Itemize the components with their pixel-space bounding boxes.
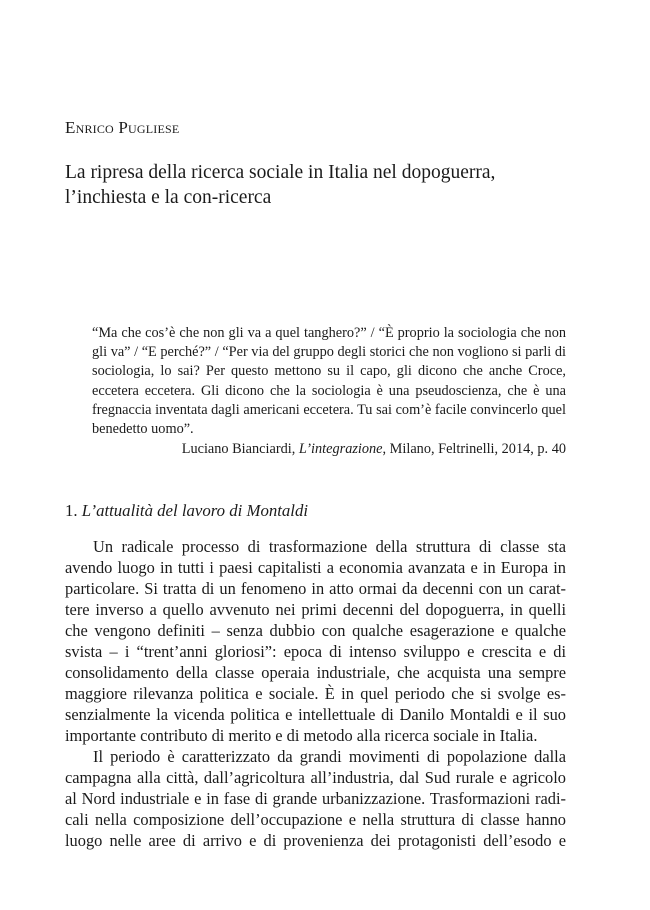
chapter-title (65, 160, 585, 210)
chapter-author: Enrico Pugliese (65, 118, 180, 137)
epigraph-quote: “Ma che cos’è che non gli va a quel tanghero?” / “È proprio la sociologia che non gli va” / “E perché?” / “Per via del gruppo degli storici che non vogliono si parli di sociologia, lo sai? Per questo mettono su il capo, gli dicono che anche Croce, eccetera eccetera. Gli dicono che la sociologia è una pseudoscienza, che è una fregnaccia inventata dagli americani eccetera. Tu sai com’è facile convincerlo quel benedetto uomo”. (92, 325, 566, 438)
epigraph-attribution-author: Luciano Bianciardi, (181, 441, 299, 457)
epigraph-attribution-work: L’integrazione (298, 441, 383, 457)
chapter-title-line-1: La ripresa della ricerca sociale in Italia nel dopoguerra, (65, 162, 496, 183)
epigraph-attribution-details: , Milano, Feltrinelli, 2014, p. 40 (382, 441, 566, 457)
paragraph-2: Il periodo è caratterizzato da grandi movimenti di popolazione dalla campagna alla città, dall’agricoltura all’industria, dal Sud rurale e agricolo al Nord industriale e in fase di grande urbanizzazione. Trasformazioni radicali nella composizione dell’occupazione e nella struttura di classe hanno luogo nelle aree di arrivo e di provenienza dei protagonisti dell’esodo e (65, 747, 566, 850)
paragraph-1: Un radicale processo di trasformazione della struttura di classe sta avendo luogo in tutti i paesi capitalisti a economia avanzata e in Europa in particolare. Si tratta di un fenomeno in atto ormai da decenni con un carattere inverso a quello avvenuto nei primi decenni del dopoguerra, in quelli che vengono definiti – senza dubbio con qualche esagerazione e qualche svista – i “trent’anni gloriosi”: epoca di intenso sviluppo e crescita e di consolidamento della classe operaia industriale, che acquista una sempre maggiore rilevanza politica e sociale. È in quel periodo che si svolge essenzialmente la vicenda politica e intellettuale di Danilo Montaldi e il suo importante contributo di merito e di metodo alla ricerca sociale in Italia. (65, 537, 566, 745)
section-title: L’attualità del lavoro di Montaldi (81, 501, 309, 520)
section-heading (65, 501, 308, 521)
body-text (65, 536, 566, 851)
section-number: 1. (65, 501, 82, 520)
epigraph-attribution (182, 441, 566, 458)
chapter-title-line-2: l’inchiesta e la con-ricerca (65, 187, 272, 208)
